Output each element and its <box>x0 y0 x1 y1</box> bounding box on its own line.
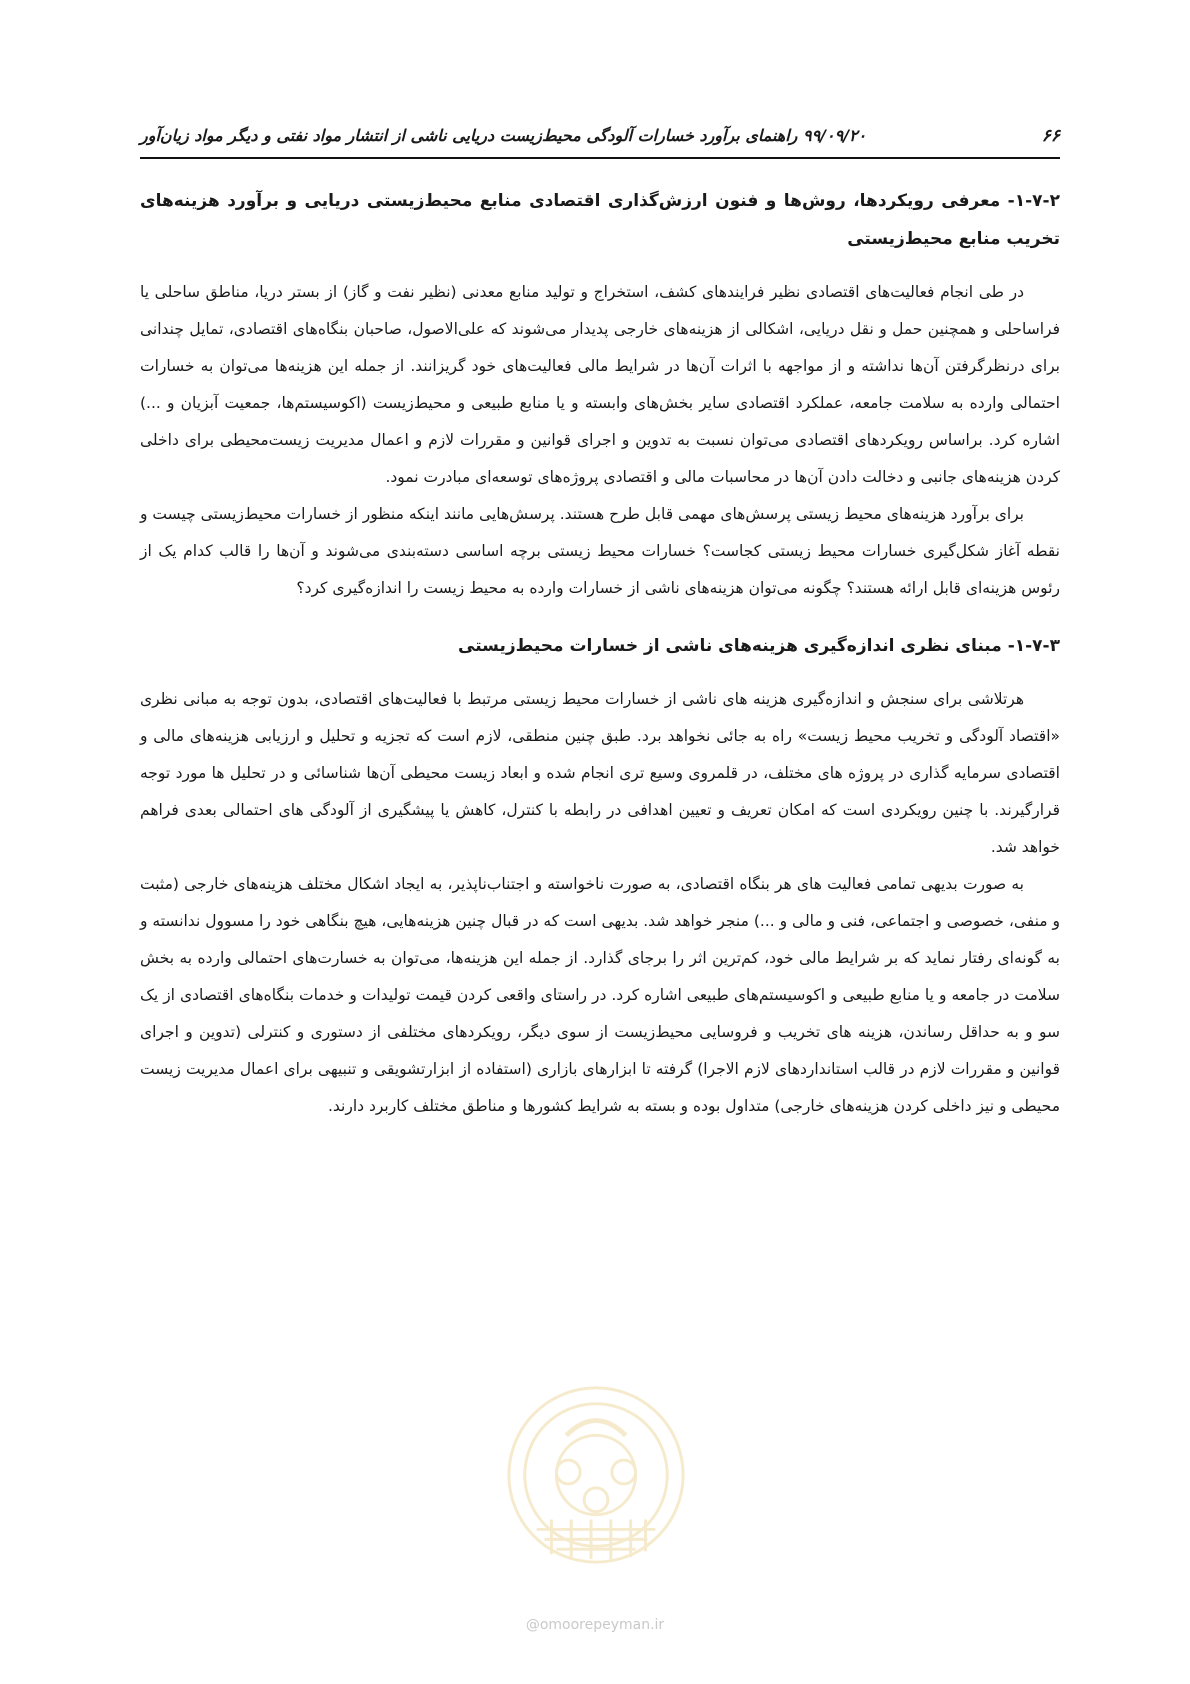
header-rule <box>140 157 1060 159</box>
paragraph: هرتلاشی برای سنجش و اندازه‌گیری هزینه های ناشی از خسارات محیط زیستی مرتبط با فعالیت‌های اقتصادی، بدون توجه به مبانی نظری «اقتصاد آلودگی و تخریب محیط زیست» راه به جائی نخواهد برد. طبق چنین منطقی، لازم است که تجزیه و تحلیل و ارزیابی هزینه‌های مالی و اقتصادی سرمایه گذاری در پروژه های مختلف، در قلمروی وسیع تری انجام شده و ابعاد زیست محیطی آن‌ها شناسائی و در تحلیل ها مورد توجه قرارگیرند. با چنین رویکردی است که امکان تعریف و تعیین اهدافی در رابطه با کنترل، کاهش یا پیشگیری از آلودگی های احتمالی بعدی فراهم خواهد شد. <box>140 690 1060 856</box>
paragraph: به صورت بدیهی تمامی فعالیت های هر بنگاه اقتصادی، به صورت ناخواسته و اجتناب‌ناپذیر، به ایجاد اشکال مختلف هزینه‌های خارجی (مثبت و منفی، خصوصی و اجتماعی، فنی و مالی و ...) منجر خواهد شد. بدیهی است که در قبال چنین هزینه‌هایی، هیچ بنگاهی خود را مسوول ندانسته و به گونه‌ای رفتار نماید که بر شرایط مالی خود، کم‌ترین اثر را برجای گذارد. از جمله این هزینه‌ها، می‌توان به خسارت‌های احتمالی وارده به بخش سلامت در جامعه و یا منابع طبیعی و اکوسیستم‌های طبیعی اشاره کرد. در راستای واقعی کردن قیمت تولیدات و خدمات بنگاه‌های اقتصادی از یک سو و به حداقل رساندن، هزینه های تخریب و فروسایی محیط‌زیست از سوی دیگر، رویکردهای مختلفی از دستوری و کنترلی (تدوین و اجرای قوانین و مقررات لازم در قالب استانداردهای لازم الاجرا) گرفته تا ابزارهای بازاری (استفاده از ابزارتشویقی و تنبیهی برای اعمال مدیریت زیست محیطی و نیز داخلی کردن هزینه‌های خارجی) متداول بوده و بسته به شرایط کشورها و مناطق مختلف کاربرد دارند. <box>140 875 1060 1115</box>
page-body <box>140 182 1060 1125</box>
page-number: ۶۶ <box>1041 126 1060 146</box>
running-title: ۹۹/۰۹/۲۰ راهنمای برآورد خسارات آلودگی محیط‌زیست دریایی ناشی از انتشار مواد نفتی و دیگر مواد زیان‌آور <box>140 126 867 145</box>
footer-website: @omoorepeyman.ir <box>525 1617 665 1633</box>
paragraph: در طی انجام فعالیت‌های اقتصادی نظیر فرایندهای کشف، استخراج و تولید منابع معدنی (نظیر نفت و گاز) از بستر دریا، مناطق ساحلی یا فراساحلی و همچنین حمل و نقل دریایی، اشکالی از هزینه‌های خارجی پدیدار می‌شوند که علی‌الاصول، صاحبان بنگاه‌های اقتصادی، تمایل چندانی برای درنظرگرفتن آن‌ها نداشته و از مواجهه با اثرات آن‌ها در شرایط مالی فعالیت‌های خود گریزانند. از جمله این هزینه‌ها می‌توان به خسارات احتمالی وارده به سلامت جامعه، عملکرد اقتصادی سایر بخش‌های وابسته و یا منابع طبیعی و محیط‌زیست (اکوسیستم‌ها، جمعیت آبزیان و ...) اشاره کرد. براساس رویکردهای اقتصادی می‌توان نسبت به تدوین و اجرای قوانین و مقررات لازم و اعمال مدیریت زیست‌محیطی برای داخلی کردن هزینه‌های جانبی و دخالت دادن آن‌ها در محاسبات مالی و اقتصادی پروژه‌های توسعه‌ای مبادرت نمود. <box>140 283 1060 486</box>
page-header <box>140 126 1060 152</box>
paragraph: برای برآورد هزینه‌های محیط زیستی پرسش‌های مهمی قابل طرح هستند. پرسش‌هایی مانند اینکه منظور از خسارات محیط‌زیستی چیست و نقطه آغاز شکل‌گیری خسارات محیط زیستی کجاست؟ خسارات محیط زیستی برچه اساسی دسته‌بندی می‌شوند و آن‌ها را قالب کدام یک از رئوس هزینه‌ای قابل ارائه هستند؟ چگونه می‌توان هزینه‌های ناشی از خسارات وارده به محیط زیست را اندازه‌گیری کرد؟ <box>140 505 1060 597</box>
section-heading-1: ۱-۷-۲- معرفی رویکردها، روش‌ها و فنون ارزش‌گذاری اقتصادی منابع محیط‌زیستی دریایی و برآورد هزینه‌های تخریب منابع محیط‌زیستی <box>140 191 1060 249</box>
seal-watermark-icon <box>497 1380 695 1570</box>
section-heading-2: ۱-۷-۳- مبنای نظری اندازه‌گیری هزینه‌های ناشی از خسارات محیط‌زیستی <box>458 636 1060 656</box>
